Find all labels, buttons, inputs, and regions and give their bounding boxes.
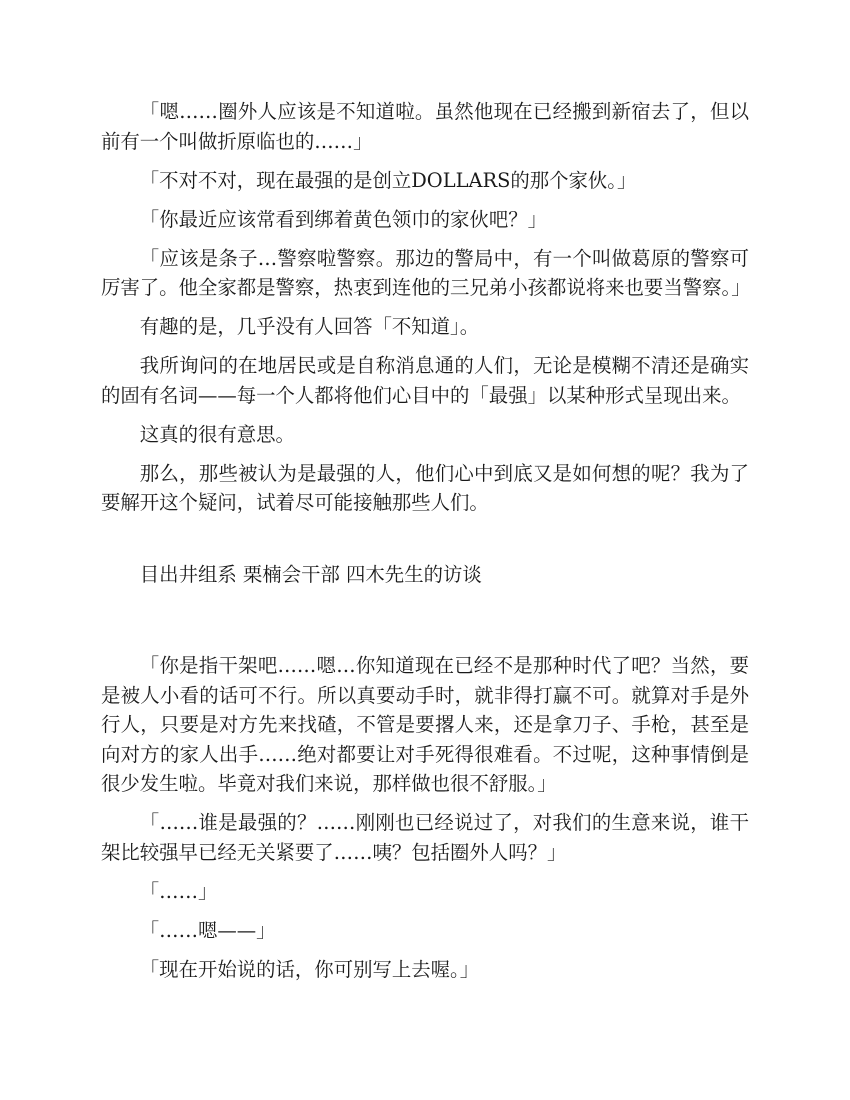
paragraph: 「应该是条子…警察啦警察。那边的警局中，有一个叫做葛原的警察可厉害了。他全家都是警察，热衷到连他的三兄弟小孩都说将来也要当警察。」 xyxy=(101,246,751,299)
paragraph: 「……嗯——」 xyxy=(139,918,276,942)
paragraph: 「你最近应该常看到绑着黄色领巾的家伙吧？」 xyxy=(139,207,547,231)
paragraph: 「……」 xyxy=(139,879,218,903)
paragraph: 有趣的是，几乎没有人回答「不知道」。 xyxy=(139,315,480,338)
paragraph: 「嗯……圈外人应该是不知道啦。虽然他现在已经搬到新宿去了，但以前有一个叫做折原临也的……」 xyxy=(101,100,749,153)
paragraph: 「现在开始说的话，你可别写上去喔。」 xyxy=(139,957,480,981)
paragraph: 这真的很有意思。 xyxy=(139,422,295,446)
paragraph: 「不对不对，现在最强的是创立DOLLARS的那个家伙。」 xyxy=(139,168,637,192)
paragraph: 「你是指干架吧……嗯…你知道现在已经不是那种时代了吧？当然，要是被人小看的话可不行。所以真要动手时，就非得打赢不可。就算对手是外行人，只要是对方先来找碴，不管是要撂人来，还是拿刀子、手枪，甚至是向对方的家人出手……绝对都要让对手死得很难看。不过呢，这种事情倒是很少发生啦。毕竟对我们来说，那样做也很不舒服。」 xyxy=(101,654,749,795)
paragraph: 我所询问的在地居民或是自称消息通的人们，无论是模糊不清还是确实的固有名词——每一个人都将他们心目中的「最强」以某种形式呈现出来。 xyxy=(101,354,749,407)
section-heading: 目出井组系 栗楠会干部 四木先生的访谈 xyxy=(139,562,482,586)
paragraph: 那么，那些被认为是最强的人，他们心中到底又是如何想的呢？我为了要解开这个疑问，试着尽可能接触那些人们。 xyxy=(101,461,749,514)
document-page xyxy=(101,97,749,994)
paragraph: 「……谁是最强的？……刚刚也已经说过了，对我们的生意来说，谁干架比较强早已经无关紧要了……咦？包括圈外人吗？」 xyxy=(101,811,749,864)
